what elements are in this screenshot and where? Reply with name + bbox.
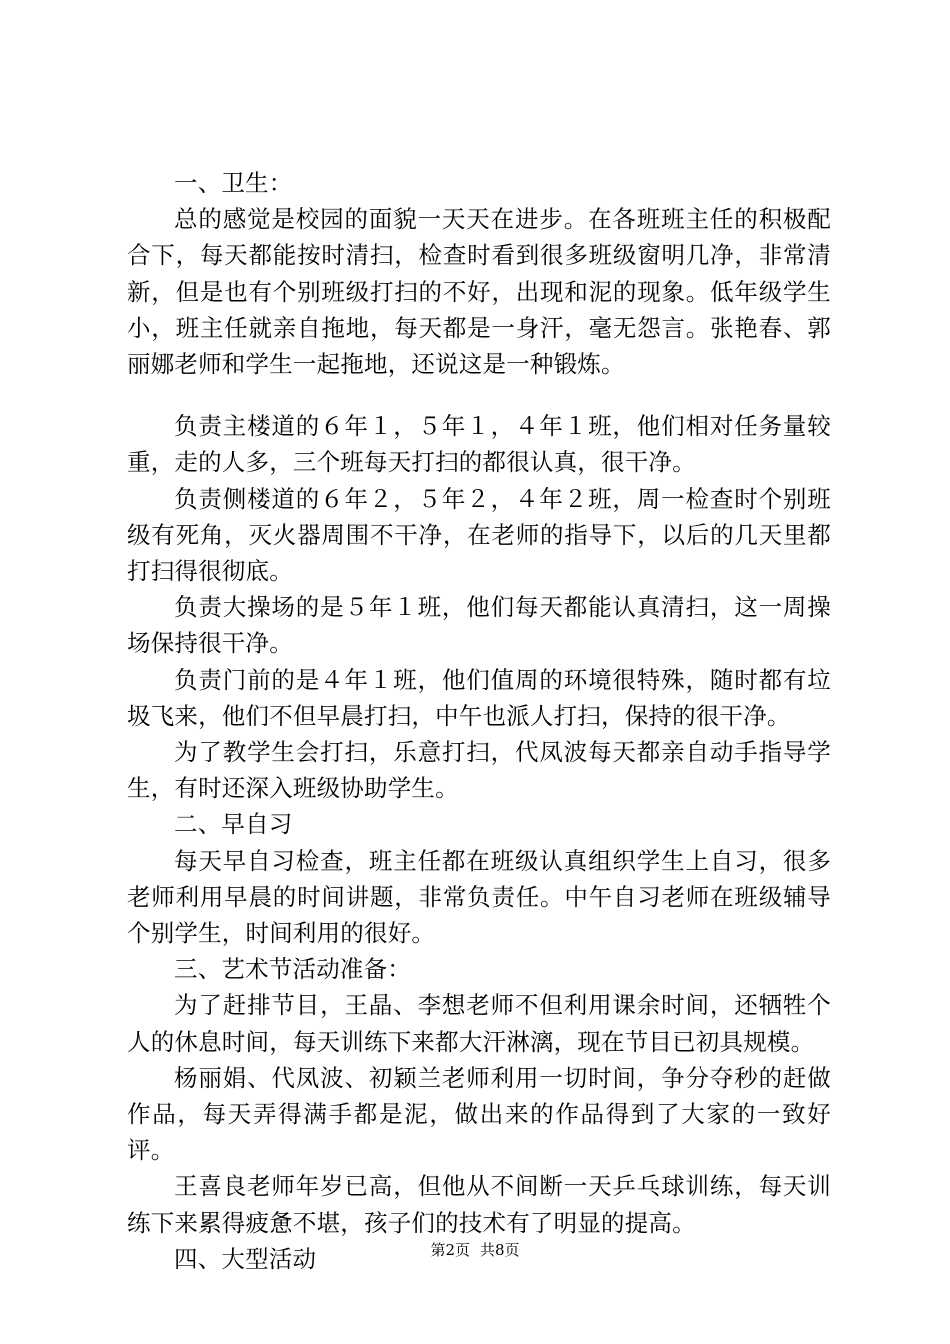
page-footer [0,1240,950,1260]
page-number: 第2页 [430,1241,470,1259]
paragraph: 总的感觉是校园的面貌一天天在进步。在各班班主任的积极配合下，每天都能按时清扫，检查时看到很多班级窗明几净，非常清新，但是也有个别班级打扫的不好，出现和泥的现象。低年级学生小，班主任就亲自拖地，每天都是一身汗，毫无怨言。张艳春、郭丽娜老师和学生一起拖地，还说这是一种锻炼。 [127,205,831,379]
paragraph-gap [127,382,831,408]
section-heading-morning-study: 二、早自习 [174,810,293,839]
paragraph: 负责侧楼道的６年２，５年２，４年２班，周一检查时个别班级有死角，灭火器周围不干净，在老师的指导下，以后的几天里都打扫得很彻底。 [127,484,831,586]
paragraph: 杨丽娟、代凤波、初颖兰老师利用一切时间，争分夺秒的赶做作品，每天弄得满手都是泥，做出来的作品得到了大家的一致好评。 [127,1063,831,1165]
section-heading-hygiene: 一、卫生： [174,169,293,197]
paragraph: 王喜良老师年岁已高，但他从不间断一天乒乓球训练，每天训练下来累得疲惫不堪，孩子们的技术有了明显的提高。 [127,1172,831,1237]
page-total: 共8页 [480,1241,520,1259]
paragraph: 负责主楼道的６年１，５年１，４年１班，他们相对任务量较重，走的人多，三个班每天打扫的都很认真，很干净。 [127,412,831,477]
section-heading-large-events: 四、大型活动 [174,1244,317,1273]
paragraph: 负责门前的是４年１班，他们值周的环境很特殊，随时都有垃圾飞来，他们不但早晨打扫，中午也派人打扫，保持的很干净。 [127,665,831,730]
paragraph: 为了赶排节目，王晶、李想老师不但利用课余时间，还牺牲个人的休息时间，每天训练下来都大汗淋漓，现在节目已初具规模。 [127,991,831,1056]
section-heading-art-festival: 三、艺术节活动准备： [174,955,411,984]
paragraph: 负责大操场的是５年１班，他们每天都能认真清扫，这一周操场保持很干净。 [127,593,831,658]
paragraph: 每天早自习检查，班主任都在班级认真组织学生上自习，很多老师利用早晨的时间讲题，非常负责任。中午自习老师在班级辅导个别学生，时间利用的很好。 [127,846,831,948]
document-body [127,165,831,1277]
paragraph: 为了教学生会打扫，乐意打扫，代凤波每天都亲自动手指导学生，有时还深入班级协助学生。 [127,738,831,803]
